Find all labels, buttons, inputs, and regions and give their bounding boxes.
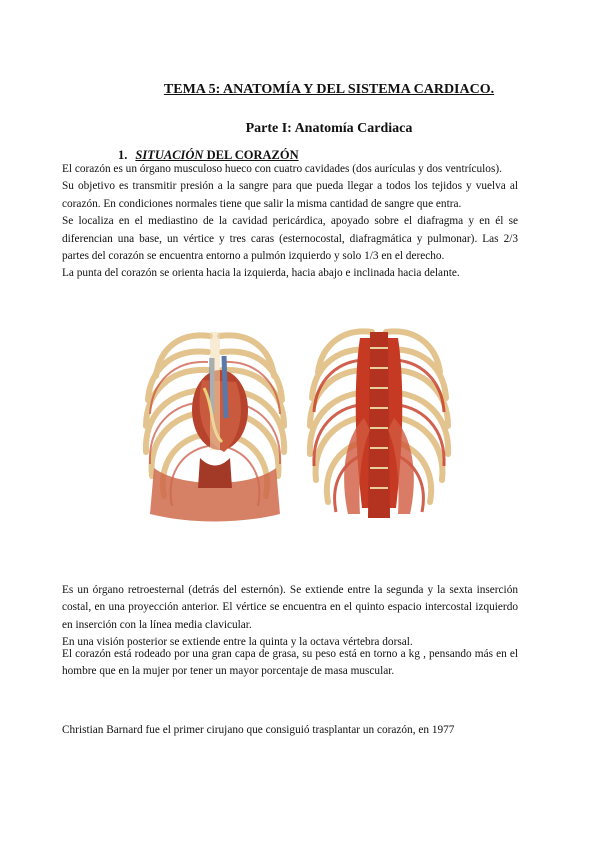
page-subtitle: Parte I: Anatomía Cardiaca bbox=[245, 121, 413, 136]
section-heading-rest: DEL CORAZÓN bbox=[203, 148, 299, 162]
ribcage-figures bbox=[140, 318, 470, 526]
paragraph-posterior: En una visión posterior se extiende entre la quinta y la octava vértebra dorsal. bbox=[62, 636, 413, 649]
section-number: 1. bbox=[118, 148, 128, 162]
paragraph-apex: La punta del corazón se orienta hacia la izquierda, hacia abajo e inclinada hacia delante. bbox=[62, 267, 460, 280]
intro-paragraphs bbox=[62, 161, 518, 283]
paragraph-definition: El corazón es un órgano musculoso hueco con cuatro cavidades (dos aurículas y dos ventrículos). bbox=[62, 163, 502, 175]
paragraph-objective: Su objetivo es transmitir presión a la sangre para que pueda llegar a todos los tejidos y vuelva al corazón. En condiciones normales tiene que salir la misma cantidad de sangre que entra. bbox=[62, 180, 518, 210]
ribcage-anterior-illustration bbox=[140, 318, 290, 526]
retrosternal-paragraphs bbox=[62, 582, 518, 652]
paragraph-weight: El corazón está rodeado por una gran capa de grasa, su peso está en torno a kg , pensando más en el hombre que en la mujer por tener un mayor porcentaje de masa muscular. bbox=[62, 648, 518, 678]
paragraph-location: Se localiza en el mediastino de la cavidad pericárdica, apoyado sobre el diafragma y en él se diferencian una base, un vértice y tres caras (esternocostal, diafragmática y pulmonar). Las 2/3 partes del corazón se encuentra entorno a pulmón izquierdo y solo 1/3 en el derecho. bbox=[62, 215, 518, 263]
section-heading-italic: SITUACIÓN bbox=[135, 148, 204, 162]
ribcage-posterior-illustration bbox=[304, 318, 454, 526]
paragraph-retrosternal: Es un órgano retroesternal (detrás del esternón). Se extiende entre la segunda y la sexta inserción costal, en una proyección anterior. El vértice se encuentra en el quinto espacio intercostal izquierdo en inserción con la línea media clavicular. bbox=[62, 584, 518, 631]
page-title: TEMA 5: ANATOMÍA Y DEL SISTEMA CARDIACO. bbox=[163, 82, 495, 97]
paragraph-barnard: Christian Barnard fue el primer cirujano que consiguió trasplantar un corazón, en 1977 bbox=[62, 724, 455, 736]
